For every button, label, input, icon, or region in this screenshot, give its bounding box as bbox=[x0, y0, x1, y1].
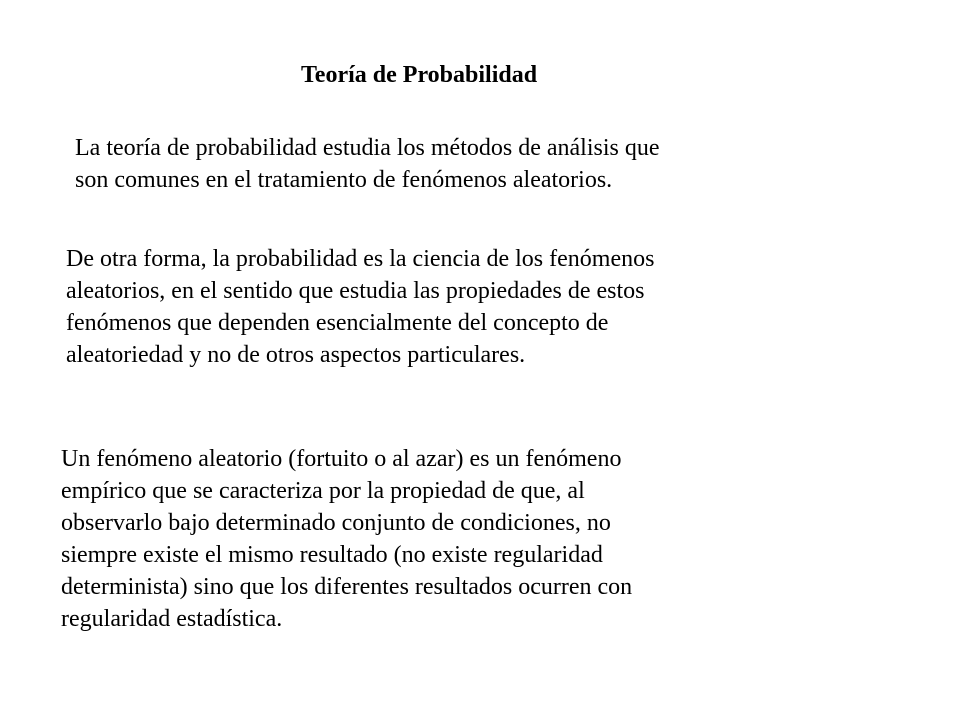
paragraph-line: De otra forma, la probabilidad es la ciencia de los fenómenos bbox=[66, 246, 655, 272]
paragraph-line: empírico que se caracteriza por la propiedad de que, al bbox=[61, 478, 585, 504]
paragraph-line: aleatoriedad y no de otros aspectos particulares. bbox=[66, 342, 526, 368]
paragraph-line: son comunes en el tratamiento de fenómenos aleatorios. bbox=[75, 167, 613, 193]
paragraph-definition bbox=[75, 132, 660, 196]
paragraph-random-phenomenon bbox=[61, 443, 632, 635]
paragraph-line: fenómenos que dependen esencialmente del concepto de bbox=[66, 310, 609, 336]
paragraph-alternative-definition bbox=[66, 243, 654, 371]
paragraph-line: regularidad estadística. bbox=[61, 606, 283, 632]
paragraph-line: La teoría de probabilidad estudia los métodos de análisis que bbox=[75, 135, 660, 161]
paragraph-line: aleatorios, en el sentido que estudia las propiedades de estos bbox=[66, 278, 645, 304]
paragraph-line: determinista) sino que los diferentes resultados ocurren con bbox=[61, 574, 633, 600]
slide-title: Teoría de Probabilidad bbox=[301, 62, 538, 88]
paragraph-line: siempre existe el mismo resultado (no existe regularidad bbox=[61, 542, 603, 568]
paragraph-line: observarlo bajo determinado conjunto de condiciones, no bbox=[61, 510, 611, 536]
paragraph-line: Un fenómeno aleatorio (fortuito o al azar) es un fenómeno bbox=[61, 446, 622, 472]
